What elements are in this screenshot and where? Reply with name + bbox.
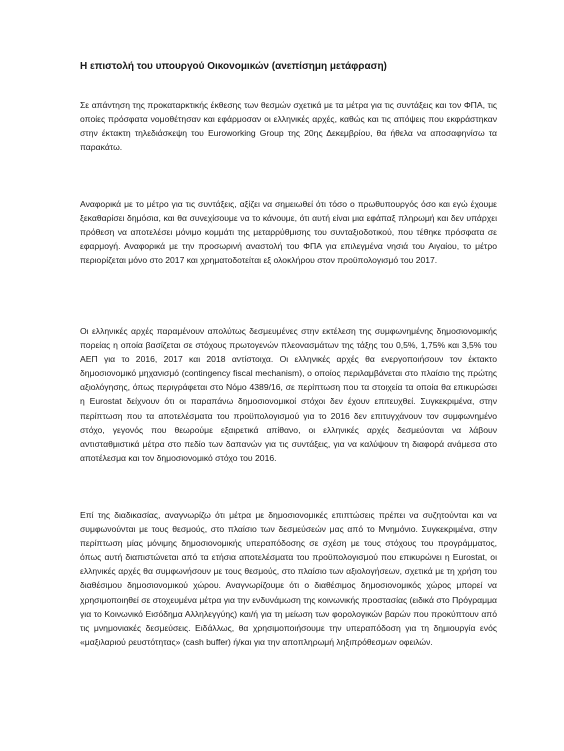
paragraph-4: Επί της διαδικασίας, αναγνωρίζω ότι μέτρα με δημοσιονομικές επιπτώσεις πρέπει να συζητούνται και να συμφωνούνται με τους θεσμούς, στο πλαίσιο των δεσμεύσεών μας από το Μνημόνιο. Συγκεκριμένα, στην περίπτωση μίας μόνιμης δημοσιονομικής υπεραπόδοσης σε σχέση με τους στόχους του προγράμματος, όπως αυτή διαπιστώνεται από τα ετήσια αποτελέσματα του προϋπολογισμού που επικυρώνει η Eurostat, οι ελληνικές αρχές θα συμφωνήσουν με τους θεσμούς, στο πλαίσιο των αξιολογήσεων, σχετικά με τη χρήση του διαθέσιμου δημοσιονομικού χώρου. Αναγνωρίζουμε ότι ο διαθέσιμος δημοσιονομικός χώρος μπορεί να χρησιμοποιηθεί σε στοχευμένα μέτρα για την ενδυνάμωση της κοινωνικής προστασίας (ειδικά στο Πρόγραμμα για το Κοινωνικό Εισόδημα Αλληλεγγύης) και/ή για τη μείωση των φορολογικών βαρών που προκύπτουν από τις μνημονιακές δεσμεύσεις. Ειδάλλως, θα χρησιμοποιήσουμε την υπεραπόδοση για τη δημιουργία ενός «μαξιλαριού ρευστότητας» (cash buffer) ή/και για την αποπληρωμή ληξιπρόθεσμων οφειλών. [80,510,497,647]
paragraph-1: Σε απάντηση της προκαταρκτικής έκθεσης των θεσμών σχετικά με τα μέτρα για τις συντάξεις και τον ΦΠΑ, τις οποίες πρόσφατα νομοθέτησαν και εφάρμοσαν οι ελληνικές αρχές, καθώς και τις απόψεις που εκφράστηκαν στην έκτακτη τηλεδιάσκεψη του Euroworking Group της 20ης Δεκεμβρίου, θα ήθελα να αποσαφηνίσω τα παρακάτω. [80,100,497,153]
paragraph-3: Οι ελληνικές αρχές παραμένουν απολύτως δεσμευμένες στην εκτέλεση της συμφωνημένης δημοσιονομικής πορείας η οποία βασίζεται σε στόχους πρωτογενών πλεονασμάτων της τάξης του 0,5%, 1,75% και 3,5% του ΑΕΠ για το 2016, 2017 και 2018 αντίστοιχα. Οι ελληνικές αρχές θα ενεργοποιήσουν τον έκτακτο δημοσιονομικό μηχανισμό (contingency fiscal mechanism), ο οποίος περιλαμβάνεται στο πλαίσιο της πρώτης αξιολόγησης, όπως περιγράφεται στο Νόμο 4389/16, σε περίπτωση που τα στοιχεία τα οποία θα επικυρώσει η Eurostat δείχνουν ότι οι παραπάνω δημοσιονομικοί στόχοι δεν έχουν επιτευχθεί. Συγκεκριμένα, στην περίπτωση που τα αποτελέσματα του προϋπολογισμού για το 2016 δεν επιτυγχάνουν τον συμφωνημένο στόχο, γεγονός που θεωρούμε εξαιρετικά απίθανο, οι ελληνικές αρχές δεσμεύονται να λάβουν αντισταθμιστικά μέτρα στο πεδίο των δαπανών για τις συντάξεις, για να καλύψουν τη διαφορά ανάμεσα στο αποτέλεσμα και τον δημοσιονομικό στόχο του 2016. [80,326,497,463]
document-title: Η επιστολή του υπουργού Οικονομικών (ανεπίσημη μετάφραση) [80,61,387,72]
paragraph-2: Αναφορικά με το μέτρο για τις συντάξεις, αξίζει να σημειωθεί ότι τόσο ο πρωθυπουργός όσο και εγώ έχουμε ξεκαθαρίσει δημόσια, και θα συνεχίσουμε να το κάνουμε, ότι αυτή είναι μια εφάπαξ πληρωμή και δεν υπάρχει πρόθεση να αποτελέσει μόνιμο κομμάτι της μεταρρύθμισης του συνταξιοδοτικού, που τέθηκε πρόσφατα σε εφαρμογή. Αναφορικά με την προσωρινή αναστολή του ΦΠΑ για επιλεγμένα νησιά του Αιγαίου, το μέτρο περιορίζεται μόνο στο 2017 και χρηματοδοτείται εξ ολοκλήρου στον προϋπολογισμό του 2017. [80,199,497,266]
